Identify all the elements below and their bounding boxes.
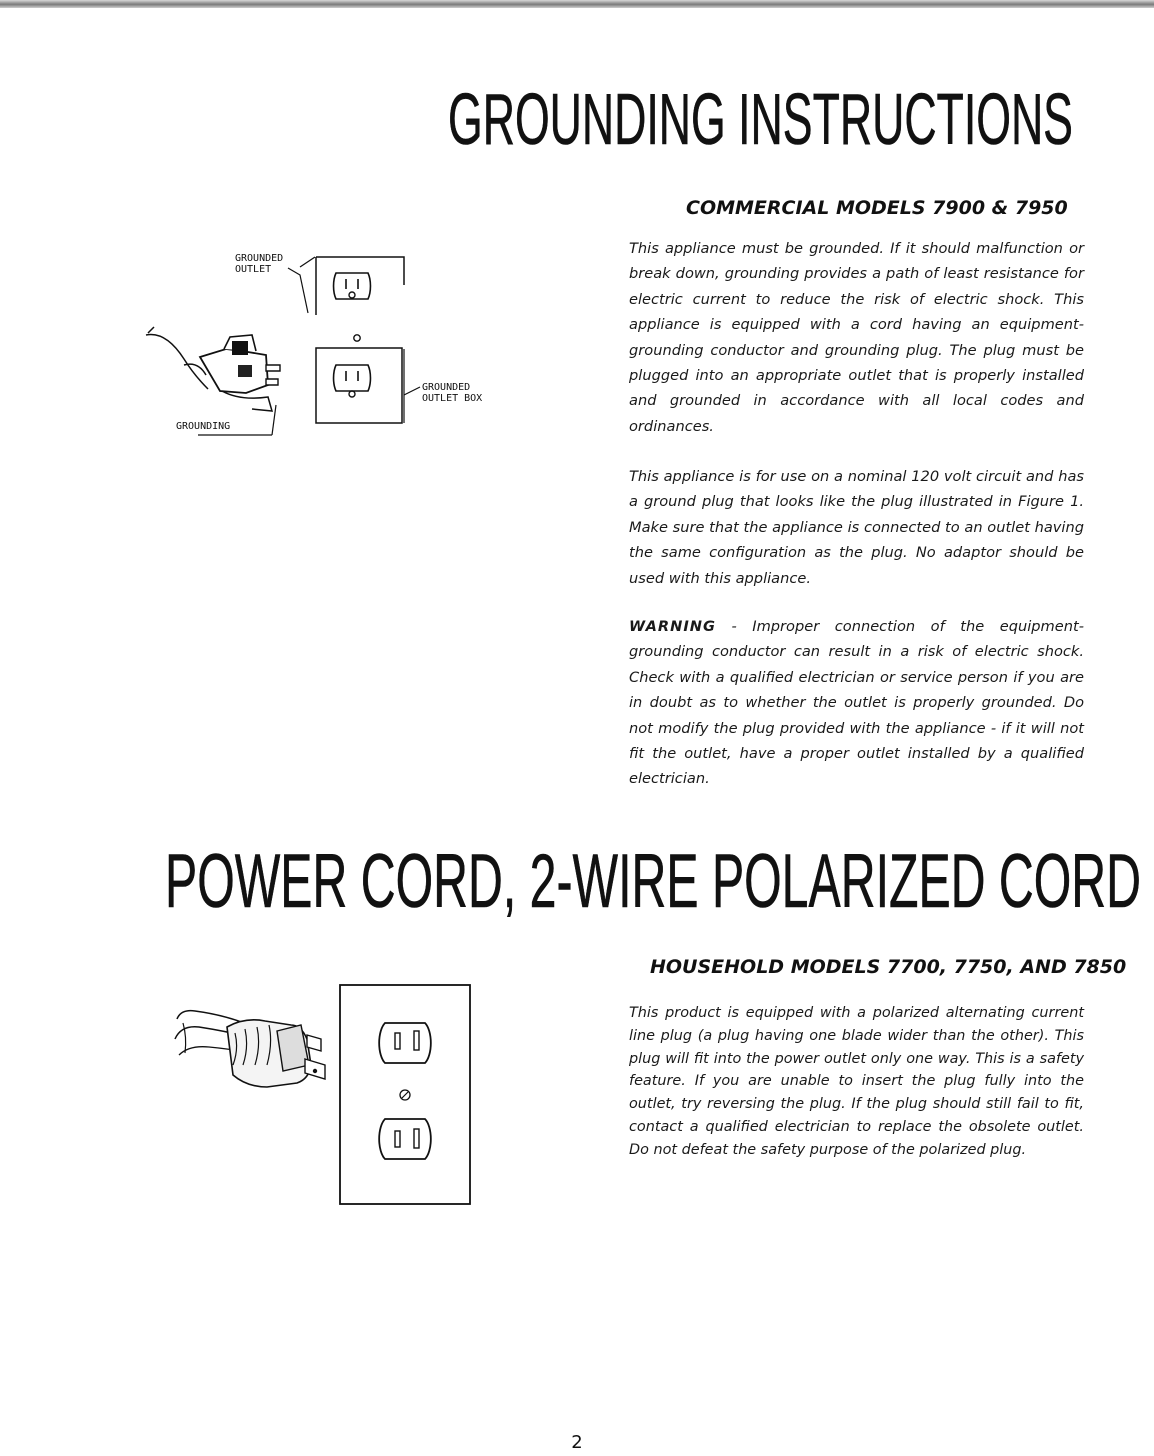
grounding-title: GROUNDING INSTRUCTIONS	[448, 80, 1073, 160]
warning-label: WARNING	[629, 618, 716, 635]
figure-label-grounded-box-2: OUTLET BOX	[422, 393, 483, 404]
grounding-paragraph-2: This appliance is for use on a nominal 120 volt circuit and has a ground plug that looks like the plug illustrated in Figure 1. Make sure that the appliance is connected to an outlet having the same configuration as the plug. No adaptor should be used with this appliance.	[629, 468, 1084, 587]
polarized-plug-figure	[165, 983, 475, 1209]
warning-text: - Improper connection of the equipment-grounding conductor can result in a risk of electric shock. Check with a qualified electrician or service person if you are in doubt as to whether the outlet is properly grounded. Do not modify the plug provided with the appliance - if it will not fit the outlet, have a proper outlet installed by a qualified electrician.	[629, 618, 1084, 788]
grounding-warning	[629, 614, 1084, 792]
figure-label-grounded-box-1: GROUNDED	[422, 382, 471, 393]
figure-label-grounded-outlet-2: OUTLET	[235, 264, 272, 275]
polarized-cord-paragraph: This product is equipped with a polarized alternating current line plug (a plug having one blade wider than the other). This plug will fit into the power outlet only one way. This is a safety feature. If you are unable to insert the plug fully into the outlet, try reversing the plug. If the plug should still fail to fit, contact a qualified electrician to replace the obsolete outlet. Do not defeat the safety purpose of the polarized plug.	[629, 1005, 1084, 1158]
figure-label-grounded-outlet-1: GROUNDED	[235, 253, 284, 264]
top-rule	[0, 0, 1154, 8]
power-cord-title: POWER CORD, 2-WIRE POLARIZED CORD	[165, 839, 1141, 924]
page-number: 2	[571, 1432, 583, 1453]
household-models-subtitle: HOUSEHOLD MODELS 7700, 7750, AND 7850	[650, 956, 1127, 978]
commercial-models-subtitle: COMMERCIAL MODELS 7900 & 7950	[686, 197, 1068, 219]
figure-label-grounding: GROUNDING	[176, 421, 231, 432]
grounding-paragraph-1: This appliance must be grounded. If it should malfunction or break down, grounding provides a path of least resistance for electric current to reduce the risk of electric shock. This appliance is equipped with a cord having an equipment-grounding conductor and grounding plug. The plug must be plugged into an appropriate outlet that is properly installed and grounded in accordance with all local codes and ordinances.	[629, 240, 1084, 435]
grounding-plug-figure	[140, 245, 520, 445]
